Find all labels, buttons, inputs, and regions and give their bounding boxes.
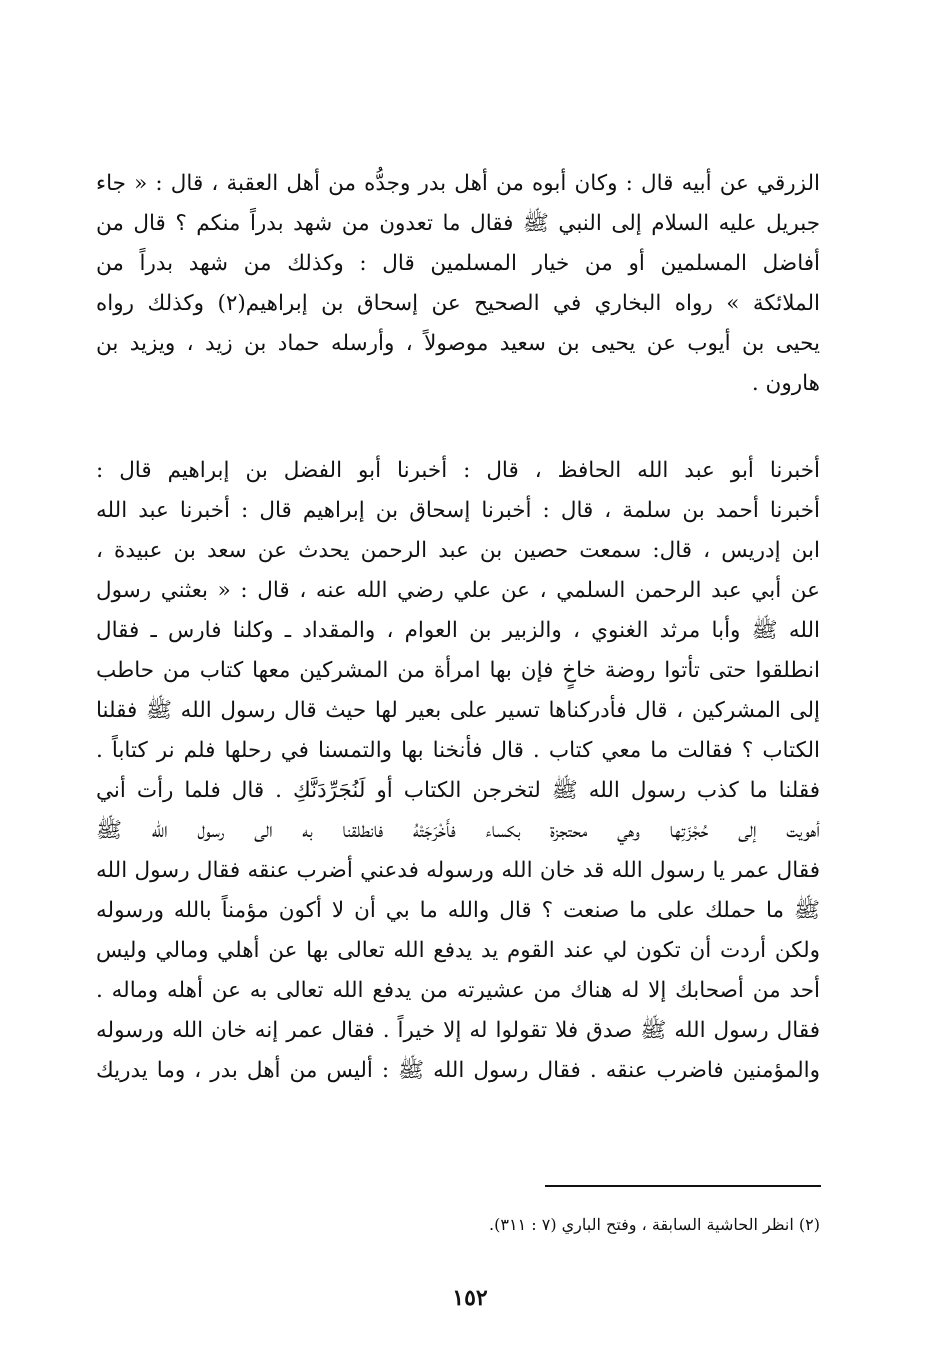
text-line: أخبرنا أبو عبد الله الحافظ ، قال : أخبرنا أبو الفضل بن إبراهيم قال : (96, 458, 820, 483)
paragraph-1 (96, 164, 820, 404)
text-line: هارون . (751, 371, 820, 396)
text-line: أحد من أصحابك إلا له هناك من عشيرته من يدفع الله تعالى به عن أهله وماله . (96, 978, 820, 1003)
text-line: عن أبي عبد الرحمن السلمي ، عن علي رضي الله عنه ، قال : « بعثني رسول (96, 578, 820, 603)
text-line: الله ﷺ وأبا مرثد الغنوي ، والزبير بن العوام ، والمقداد ـ وكلنا فارس ـ فقال (96, 618, 820, 643)
text-line: والمؤمنين فاضرب عنقه . فقال رسول الله ﷺ : أليس من أهل بدر ، وما يدريك (96, 1058, 820, 1083)
text-line: يحيى بن أيوب عن يحيى بن سعيد موصولاً ، وأرسله حماد بن زيد ، ويزيد بن (96, 331, 820, 356)
footnote: (٢) انظر الحاشية السابقة ، وفتح الباري (٧ : ٣١١). (489, 1215, 820, 1234)
text-line: الكتاب ؟ فقالت ما معي كتاب . قال فأنخنا بها والتمسنا في رحلها فلم نر كتاباً . (96, 738, 820, 763)
text-line: الملائكة » رواه البخاري في الصحيح عن إسحاق بن إبراهيم(٢) وكذلك رواه (96, 291, 820, 316)
text-line: أخبرنا أحمد بن سلمة ، قال : أخبرنا إسحاق بن إبراهيم قال : أخبرنا عبد الله (96, 498, 820, 523)
paragraph-2 (96, 451, 820, 1091)
text-line: الزرقي عن أبيه قال : وكان أبوه من أهل بدر وجدُّه من أهل العقبة ، قال : « جاء (96, 171, 820, 196)
text-line: ولكن أردت أن تكون لي عند القوم يد يدفع الله تعالى بها عن أهلي ومالي وليس (96, 938, 820, 963)
text-line: انطلقوا حتى تأتوا روضة خاخٍ فإن بها امرأة من المشركين معها كتاب من حاطب (96, 658, 820, 683)
text-line: ﷺ ما حملك على ما صنعت ؟ قال والله ما بي أن لا أكون مؤمناً بالله ورسوله (96, 898, 820, 923)
text-line: فقال عمر يا رسول الله قد خان الله ورسوله فدعني أضرب عنقه فقال رسول الله (96, 858, 820, 883)
text-line: أفاضل المسلمين أو من خيار المسلمين قال : وكذلك من شهد بدراً من (96, 251, 820, 276)
text-line: جبريل عليه السلام إلى النبي ﷺ فقال ما تعدون من شهد بدراً منكم ؟ قال من (96, 211, 820, 236)
text-line: إلى المشركين ، قال فأدركناها تسير على بعير لها حيث قال رسول الله ﷺ فقلنا (96, 698, 820, 723)
text-line: فقلنا ما كذب رسول الله ﷺ لتخرجن الكتاب أو لَنُجَرِّدَنَّكِ . قال فلما رأت أني (96, 778, 820, 803)
text-line: أهويت إلى حُجْزَتِها وهي محتجزة بكساء فأَخْرَجَتْهُ فانطلقنا به الى رسول الله ﷺ (96, 818, 820, 843)
text-line: فقال رسول الله ﷺ صدق فلا تقولوا له إلا خيراً . فقال عمر إنه خان الله ورسوله (96, 1018, 820, 1043)
footnote-divider (545, 1185, 821, 1187)
text-line: ابن إدريس ، قال: سمعت حصين بن عبد الرحمن يحدث عن سعد بن عبيدة ، (96, 538, 820, 563)
page-number: ١٥٢ (452, 1285, 488, 1311)
